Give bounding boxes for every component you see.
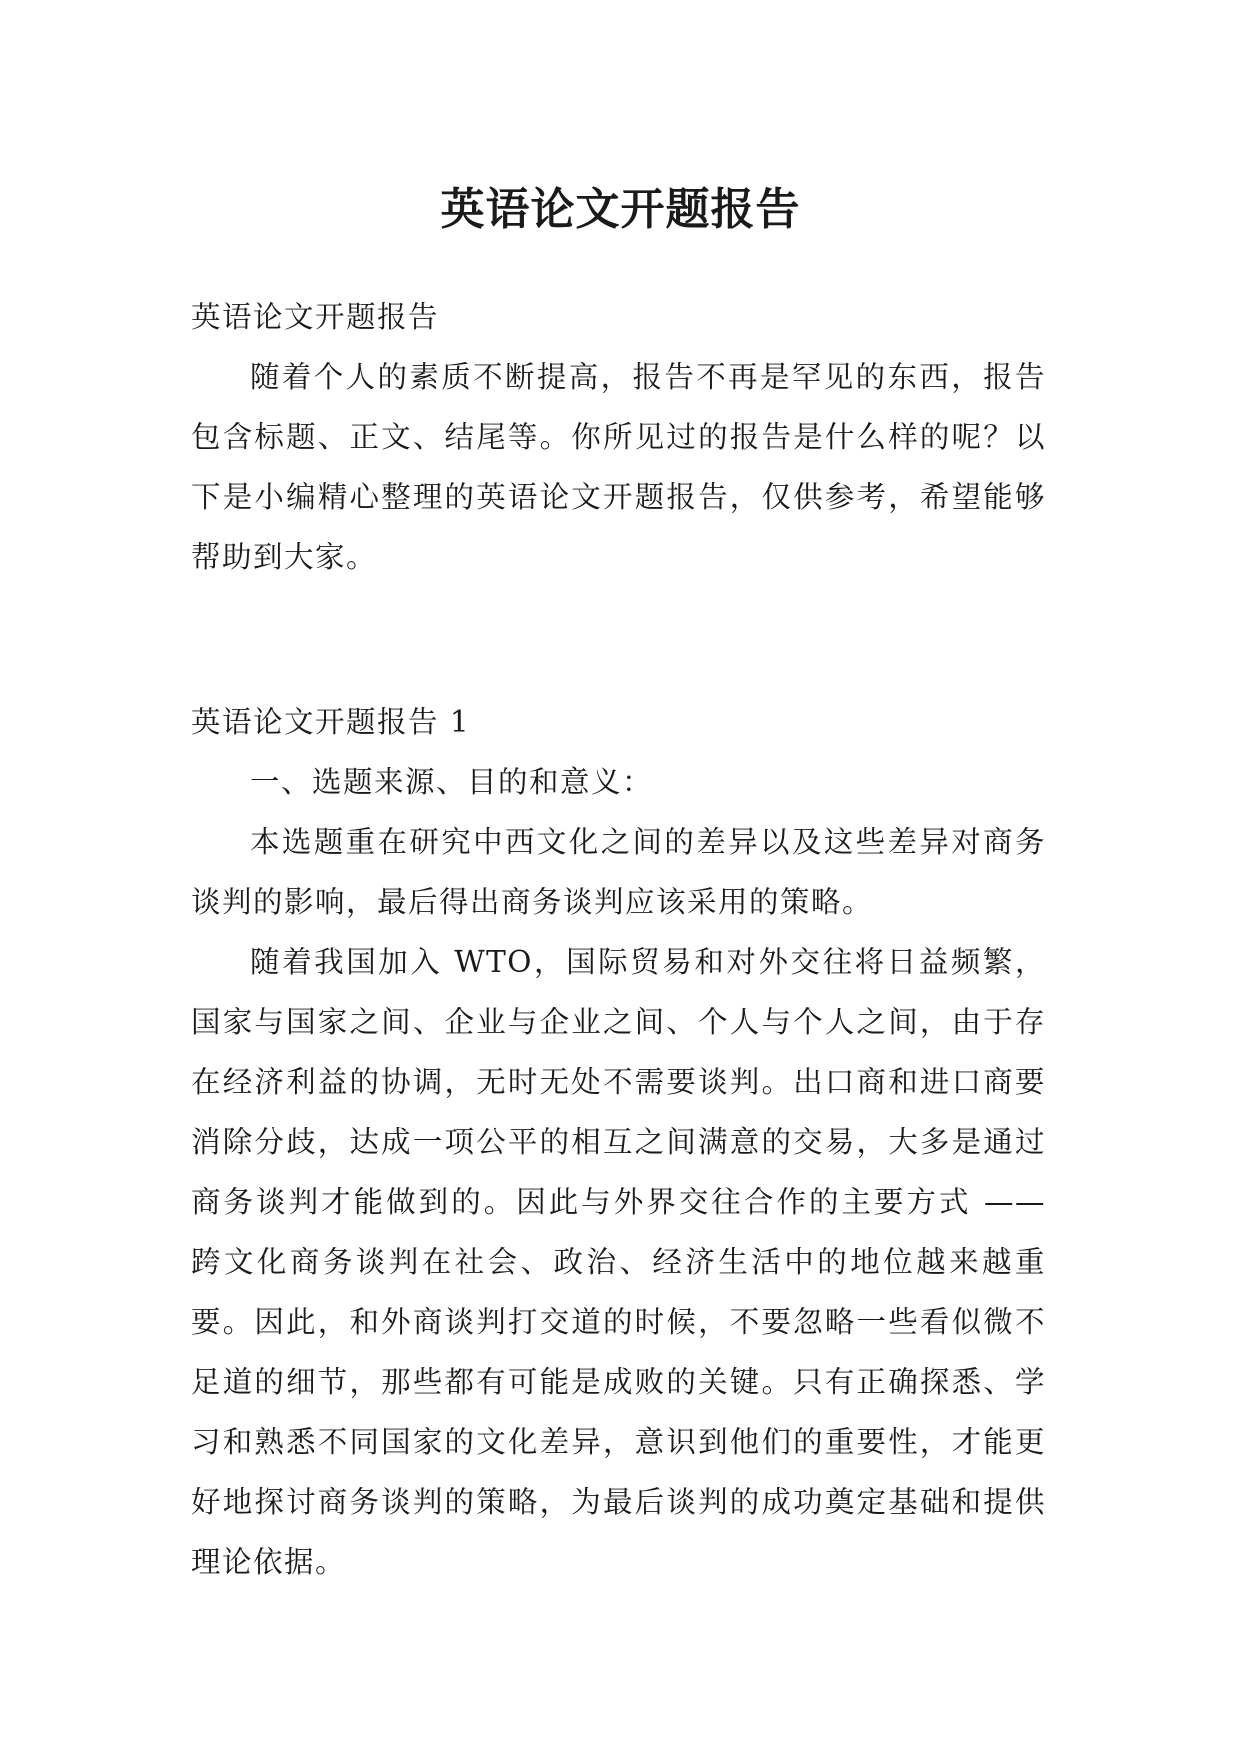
report-1-heading: 英语论文开题报告 1 (191, 705, 471, 739)
intro-section (191, 287, 1046, 587)
intro-paragraph: 随着个人的素质不断提高，报告不再是罕见的东西，报告包含标题、正文、结尾等。你所见过的报告是什么样的呢？以下是小编精心整理的英语论文开题报告，仅供参考，希望能够帮助到大家。 (191, 360, 1046, 574)
document-title: 英语论文开题报告 (440, 184, 801, 236)
report-1-paragraph-2: 随着我国加入 WTO，国际贸易和对外交往将日益频繁，国家与国家之间、企业与企业之间、个人与个人之间，由于存在经济利益的协调，无时无处不需要谈判。出口商和进口商要消除分歧，达成一项公平的相互之间满意的交易，大多是通过商务谈判才能做到的。因此与外界交往合作的主要方式 —— 跨文化商务谈判在社会、政治、经济生活中的地位越来越重要。因此，和外商谈判打交道的时候，不要忽略一些看似微不足道的细节，那些都有可能是成败的关键。只有正确探悉、学习和熟悉不同国家的文化差异，意识到他们的重要性，才能更好地探讨商务谈判的策略，为最后谈判的成功奠定基础和提供理论依据。 (191, 945, 1046, 1579)
report-1-paragraph-1: 本选题重在研究中西文化之间的差异以及这些差异对商务谈判的影响，最后得出商务谈判应该采用的策略。 (191, 825, 1046, 919)
intro-heading: 英语论文开题报告 (191, 300, 440, 334)
report-1-section (191, 692, 1046, 1592)
section-title-topic-source: 一、选题来源、目的和意义： (250, 765, 654, 799)
